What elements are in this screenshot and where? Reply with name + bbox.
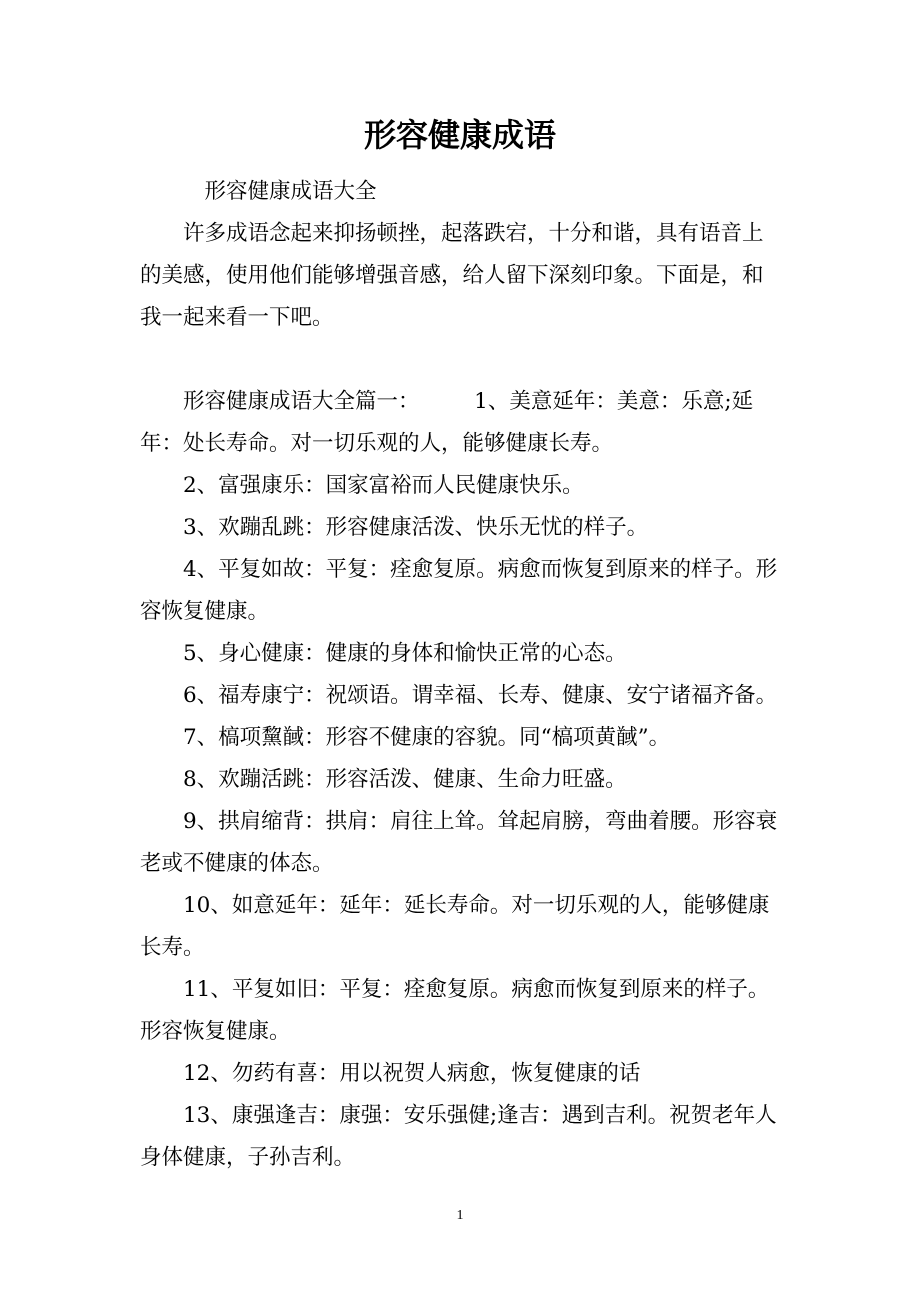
list-item: 5、身心健康：健康的身体和愉快正常的心态。 xyxy=(183,641,627,666)
list-item: 7、槁项黧馘：形容不健康的容貌。同“槁项黄馘”。 xyxy=(183,725,671,750)
document-title: 形容健康成语 xyxy=(363,116,556,154)
blank-line xyxy=(140,339,782,381)
list-item: 2、富强康乐：国家富裕而人民健康快乐。 xyxy=(183,473,584,498)
list-item: 13、康强逢吉：康强：安乐强健;逢吉：遇到吉利。祝贺老年人身体健康，子孙吉利。 xyxy=(140,1103,777,1170)
list-item: 9、拱肩缩背：拱肩：肩往上耸。耸起肩膀，弯曲着腰。形容衰老或不健康的体态。 xyxy=(140,809,778,876)
subtitle: 形容健康成语大全 xyxy=(204,179,377,204)
document-body xyxy=(140,171,782,1179)
list-item: 4、平复如故：平复：痊愈复原。病愈而恢复到原来的样子。形容恢复健康。 xyxy=(140,557,778,624)
page-number: 1 xyxy=(456,1208,464,1223)
intro-paragraph: 许多成语念起来抑扬顿挫，起落跌宕，十分和谐，具有语音上的美感，使用他们能够增强音感，给人留下深刻印象。下面是，和我一起来看一下吧。 xyxy=(140,221,764,330)
section-heading-item-1: 形容健康成语大全篇一： 1、美意延年：美意：乐意;延年：处长寿命。对一切乐观的人，能够健康长寿。 xyxy=(140,389,754,456)
list-item: 11、平复如旧：平复：痊愈复原。病愈而恢复到原来的样子。形容恢复健康。 xyxy=(140,977,770,1044)
list-item: 3、欢蹦乱跳：形容健康活泼、快乐无忧的样子。 xyxy=(183,515,649,540)
list-item: 6、福寿康宁：祝颂语。谓幸福、长寿、健康、安宁诸福齐备。 xyxy=(183,683,778,708)
list-item: 8、欢蹦活跳：形容活泼、健康、生命力旺盛。 xyxy=(183,767,627,792)
list-item: 10、如意延年：延年：延长寿命。对一切乐观的人，能够健康长寿。 xyxy=(140,893,770,960)
list-item: 12、勿药有喜：用以祝贺人病愈，恢复健康的话 xyxy=(183,1061,641,1086)
